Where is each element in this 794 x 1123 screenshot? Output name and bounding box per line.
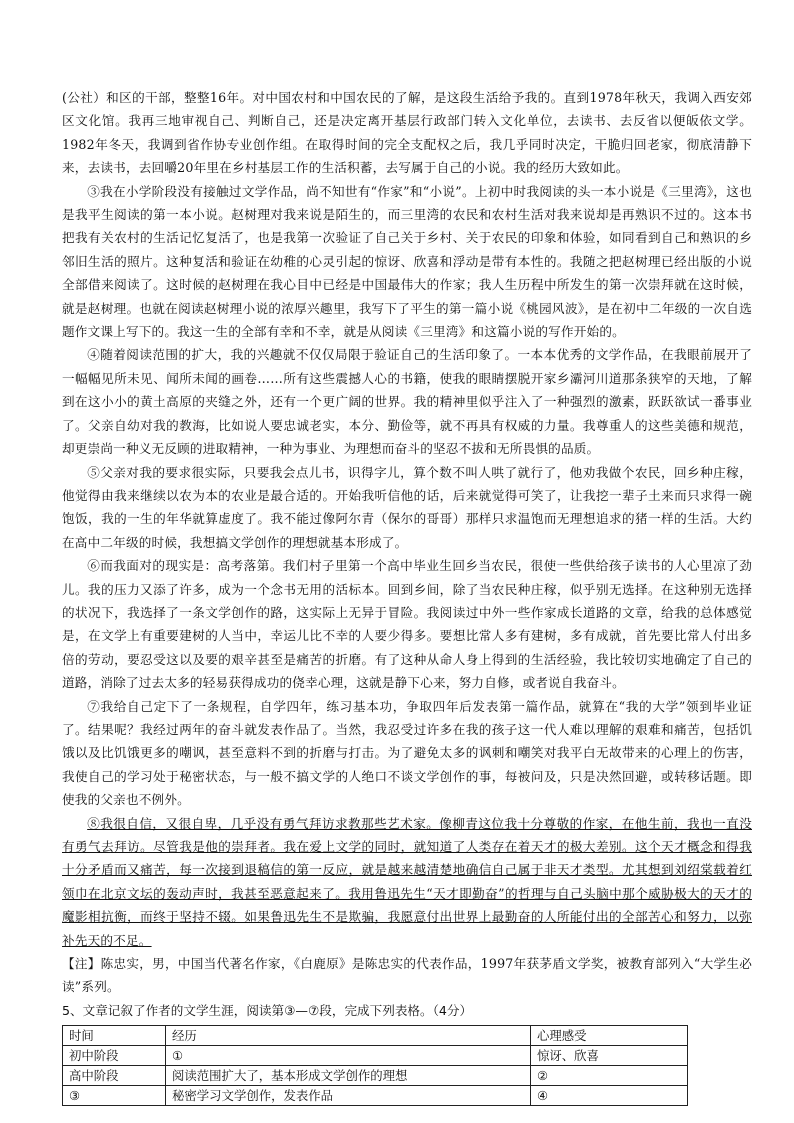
table-row — [63, 1045, 688, 1065]
table-cell: 高中阶段 — [63, 1065, 166, 1085]
table-cell: 惊讶、欣喜 — [531, 1045, 688, 1065]
table-row — [63, 1085, 688, 1105]
paragraph-8: ⑧我很自信，又很自卑，几乎没有勇气拜访求教那些艺术家。像柳青这位我十分尊敬的作家，在他生前，我也一直没有勇气去拜访。尽管我是他的崇拜者。我在爱上文学的同时，就知道了人类存在着天才的极大差别。这个天才概念和得我十分矛盾而又痛苦，每一次接到退稿信的第一反应，就是越来越清楚地确信自己属于非天才类型。尤其想到刘绍棠载着红领巾在北京文坛的轰动声时，我甚至恶意起来了。我用鲁迅先生“天才即勤奋”的哲理与自己头脑中那个威胁极大的天才的魔影相抗衡，而终于坚持不辍。如果鲁迅先生不是欺骗，我愿意付出世界上最勤奋的人所能付出的全部苦心和努力，以弥补先天的不足。 — [62, 815, 752, 948]
table-cell: ③ — [63, 1085, 166, 1105]
header-feeling: 心理感受 — [531, 1025, 688, 1045]
header-time: 时间 — [63, 1025, 166, 1045]
author-note: 【注】陈忠实，男，中国当代著名作家，《白鹿原》是陈忠实的代表作品，1997年获茅盾文学奖，被教育部列入“大学生必读”系列。 — [62, 956, 752, 995]
paragraph-7: ⑦我给自己定下了一条规程，自学四年，练习基本功，争取四年后发表第一篇作品，就算在“我的大学”领到毕业证了。结果呢？我经过两年的奋斗就发表作品了。当然，我忍受过许多在我的孩子这一代人难以理解的艰难和痛苦，包括饥饿以及比饥饿更多的嘲讽，甚至意料不到的折磨与打击。为了避免太多的讽刺和嘲笑对我平白无故带来的心理上的伤害，我使自己的学习处于秘密状态，与一般不搞文学的人绝口不谈文学创作的事，每被问及，只是决然回避，或转移话题。即使我的父亲也不例外。 — [62, 698, 752, 808]
document-page — [62, 86, 752, 1106]
table-cell: ① — [166, 1045, 531, 1065]
table-cell: ④ — [531, 1085, 688, 1105]
table-cell: 秘密学习文学创作，发表作品 — [166, 1085, 531, 1105]
table-cell: 初中阶段 — [63, 1045, 166, 1065]
table-header-row — [63, 1025, 688, 1045]
table-row — [63, 1065, 688, 1085]
answer-table — [62, 1025, 688, 1106]
paragraph-6: ⑥而我面对的现实是：高考落第。我们村子里第一个高中毕业生回乡当农民，很使一些供给孩子读书的人心里凉了劲儿。我的压力又添了许多，成为一个念书无用的活标本。回到乡间，除了当农民种庄稼，似乎别无选择。在这种别无选择的状况下，我选择了一条文学创作的路，这实际上无异于冒险。我阅读过中外一些作家成长道路的文章，给我的总体感觉是，在文学上有重要建树的人当中，幸运儿比不幸的人要少得多。要想比常人多有建树，多有成就，首先要比常人付出多倍的劳动，要忍受这以及要的艰辛甚至是痛苦的折磨。有了这种从命人身上得到的生活经验，我比较切实地确定了自己的道路，消除了过去太多的轻易获得成功的侥幸心理，这就是静下心来，努力自修，或者说自我奋斗。 — [62, 558, 752, 691]
header-experience: 经历 — [166, 1025, 531, 1045]
table-cell: ② — [531, 1065, 688, 1085]
table-cell: 阅读范围扩大了，基本形成文学创作的理想 — [166, 1065, 531, 1085]
question-5: 5、文章记叙了作者的文学生涯，阅读第③—⑦段，完成下列表格。（4分） — [62, 1002, 473, 1018]
paragraph-3: ③我在小学阶段没有接触过文学作品，尚不知世有“作家”和“小说”。上初中时我阅读的头一本小说是《三里湾》，这也是我平生阅读的第一本小说。赵树理对我来说是陌生的，而三里湾的农民和农村生活对我来说却是再熟识不过的。这本书把我有关农村的生活记忆复活了，也是我第一次验证了自己关于乡村、关于农民的印象和体验，如同看到自己和熟识的乡邻旧生活的照片。这种复活和验证在幼稚的心灵引起的惊讶、欣喜和浮动是带有本性的。我随之把赵树理已经出版的小说全部借来阅读了。这时候的赵树理在我心目中已经是中国最伟大的作家；我人生历程中所发生的第一次崇拜就在这时候，就是赵树理。也就在阅读赵树理小说的浓厚兴趣里，我写下了平生的第一篇小说《桃园风波》，是在初中二年级的一次自选题作文课上写下的。我这一生的全部有幸和不幸，就是从阅读《三里湾》和这篇小说的写作开始的。 — [62, 183, 752, 340]
paragraph-intro: (公社）和区的干部，整整16年。对中国农村和中国农民的了解，是这段生活给予我的。直到1978年秋天，我调入西安郊区文化馆。我再三地审视自己、判断自己，还是决定离开基层行政部门转入文化单位，去读书、去反省以便皈依文学。1982年冬天，我调到省作协专业创作组。在取得时间的完全支配权之后，我几乎同时决定，干脆归回老家，彻底清静下来，去读书，去回嚼20年里在乡村基层工作的生活积蓄，去写属于自己的小说。我的经历大致如此。 — [62, 90, 752, 176]
paragraph-4: ④随着阅读范围的扩大，我的兴趣就不仅仅局限于验证自己的生活印象了。一本本优秀的文学作品，在我眼前展开了一幅幅见所未见、闻所未闻的画卷……所有这些震撼人心的书籍，使我的眼睛摆脱开家乡灞河川道那条狭窄的天地，了解到在这小小的黄土高原的夹缝之外，还有一个更广阔的世界。我的精神里似乎注入了一种强烈的激素，跃跃欲试一番事业了。父亲自幼对我的教海，比如说人要忠诚老实，本分、勤俭等，就不再具有权威的力量。我尊重人的这些美德和规范，却更崇尚一种义无反顾的进取精神，一种为事业、为理想而奋斗的坚忍不拔和无所畏惧的品质。 — [62, 347, 752, 457]
paragraph-5: ⑤父亲对我的要求很实际，只要我会点儿书，识得字儿，算个数不叫人哄了就行了，他劝我做个农民，回乡种庄稼，他觉得由我来继续以农为本的农业是最合适的。开始我听信他的话，后来就觉得可笑了，让我挖一辈子土来而只求得一碗饱饭，我的一生的年华就算虚度了。我不能过像阿尔青（保尔的哥哥）那样只求温饱而无理想追求的猪一样的生活。大约在高中二年级的时候，我想搞文学创作的理想就基本形成了。 — [62, 464, 752, 550]
